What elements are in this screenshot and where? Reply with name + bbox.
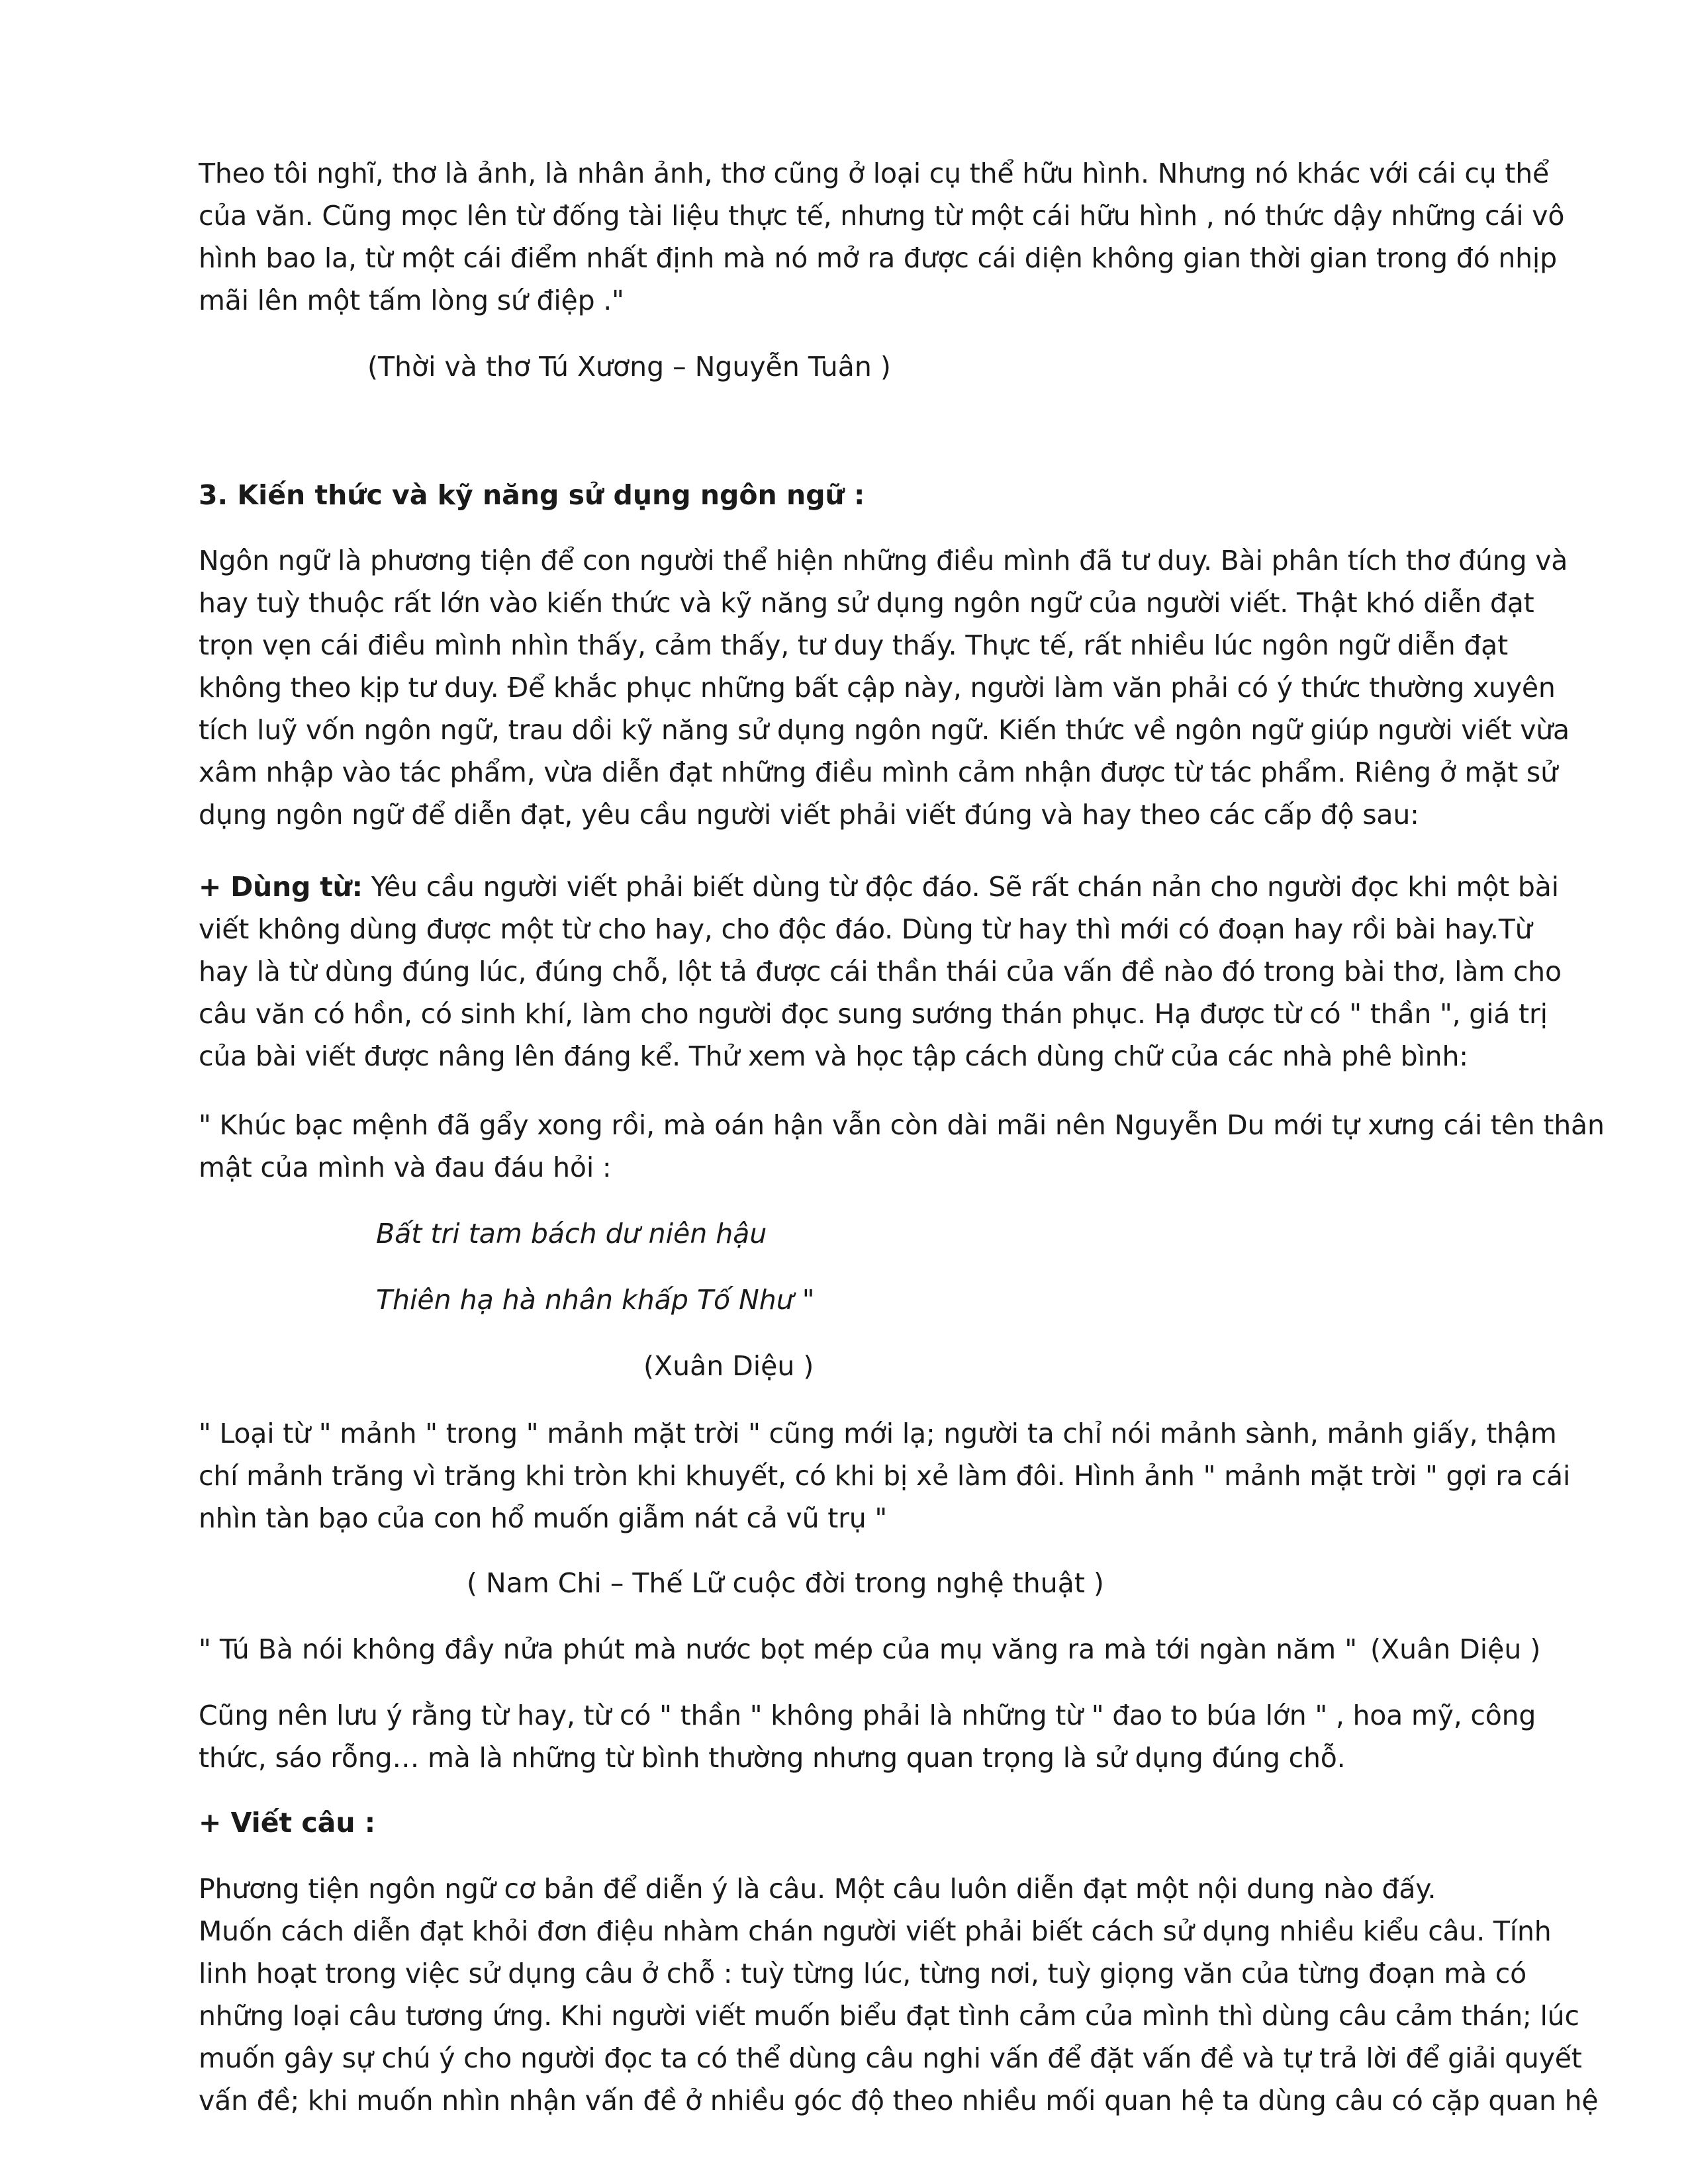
citation-nguyen-tuan: (Thời và thơ Tú Xương – Nguyễn Tuân ) [367,351,891,383]
word-use-line: của bài viết được nâng lên đáng kể. Thử xem và học tập cách dùng chữ của các nhà phê bình: [199,1040,1468,1072]
language-line: tích luỹ vốn ngôn ngữ, trau dồi kỹ năng sử dụng ngôn ngữ. Kiến thức về ngôn ngữ giúp người viết vừa [199,714,1570,746]
intro-line: hình bao la, từ một cái điểm nhất định mà nó mở ra được cái diện không gian thời gian trong đó nhịp [199,242,1557,274]
sentence-line: vấn đề; khi muốn nhìn nhận vấn đề ở nhiều góc độ theo nhiều mối quan hệ ta dùng câu có cặp quan hệ [199,2085,1599,2116]
quote-line: mật của mình và đau đáu hỏi : [199,1152,612,1183]
sentence-line: Phương tiện ngôn ngữ cơ bản để diễn ý là câu. Một câu luôn diễn đạt một nội dung nào đấy. [199,1873,1436,1905]
intro-line: mãi lên một tấm lòng sứ điệp ." [199,285,624,316]
language-line: trọn vẹn cái điều mình nhìn thấy, cảm thấy, tư duy thấy. Thực tế, rất nhiều lúc ngôn ngữ diễn đạt [199,629,1508,661]
word-use-line: câu văn có hồn, có sinh khí, làm cho người đọc sung sướng thán phục. Hạ được từ có " thần ", giá trị [199,998,1548,1030]
citation-xuan-dieu: (Xuân Diệu ) [643,1350,814,1382]
word-use-line: hay là từ dùng đúng lúc, đúng chỗ, lột tả được cái thần thái của vấn đề nào đó trong bài thơ, làm cho [199,956,1562,987]
intro-line: của văn. Cũng mọc lên từ đống tài liệu thực tế, nhưng từ một cái hữu hình , nó thức dậy những cái vô [199,200,1565,232]
language-line: dụng ngôn ngữ để diễn đạt, yêu cầu người viết phải viết đúng và hay theo các cấp độ sau: [199,799,1419,831]
quote-line: nhìn tàn bạo của con hổ muốn giẫm nát cả vũ trụ " [199,1502,888,1534]
note-line: thức, sáo rỗng… mà là những từ bình thường nhưng quan trọng là sử dụng đúng chỗ. [199,1742,1346,1774]
quote-line: " Loại từ " mảnh " trong " mảnh mặt trời " cũng mới lạ; người ta chỉ nói mảnh sành, mảnh giấy, thậm [199,1418,1557,1449]
language-line: hay tuỳ thuộc rất lớn vào kiến thức và kỹ năng sử dụng ngôn ngữ của người viết. Thật khó diễn đạt [199,587,1534,619]
note-paragraph [199,1694,1582,1779]
sentence-line: muốn gây sự chú ý cho người đọc ta có thể dùng câu nghi vấn để đặt vấn đề và tự trả lời để giải quyết [199,2042,1582,2074]
sentence-line: Muốn cách diễn đạt khỏi đơn điệu nhàm chán người viết phải biết cách sử dụng nhiều kiểu câu. Tính [199,1915,1552,1947]
quote-manh-mat-troi [199,1412,1582,1539]
sentence-line: linh hoạt trong việc sử dụng câu ở chỗ : tuỳ từng lúc, từng nơi, tuỳ giọng văn của từng đoạn mà có [199,1958,1526,1989]
word-use-label: + Dùng từ: [199,871,363,903]
language-line: không theo kịp tư duy. Để khắc phục những bất cập này, người làm văn phải có ý thức thường xuyên [199,672,1556,704]
note-line: Cũng nên lưu ý rằng từ hay, từ có " thần " không phải là những từ " đao to búa lớn " , hoa mỹ, công [199,1700,1536,1731]
verse-line: Bất tri tam bách dư niên hậu [376,1218,767,1250]
sentence-paragraph [199,1868,1599,2122]
quote-line: chí mảnh trăng vì trăng khi tròn khi khuyết, có khi bị xẻ làm đôi. Hình ảnh " mảnh mặt trời " gợi ra cái [199,1460,1571,1492]
word-use-paragraph [199,866,1582,1077]
quote-line: " Khúc bạc mệnh đã gẩy xong rồi, mà oán hận vẫn còn dài mãi nên Nguyễn Du mới tự xưng cái tên thân [199,1109,1605,1141]
intro-line: Theo tôi nghĩ, thơ là ảnh, là nhân ảnh, thơ cũng ở loại cụ thể hữu hình. Nhưng nó khác với cái cụ thể [199,158,1550,189]
language-line: Ngôn ngữ là phương tiện để con người thể hiện những điều mình đã tư duy. Bài phân tích thơ đúng và [199,545,1568,576]
language-paragraph [199,539,1582,836]
sentence-line: những loại câu tương ứng. Khi người viết muốn biểu đạt tình cảm của mình thì dùng câu cảm thán; lúc [199,2000,1579,2032]
quote-tu-ba: " Tú Bà nói không đầy nửa phút mà nước bọt mép của mụ văng ra mà tới ngàn năm " [199,1633,1358,1665]
language-line: xâm nhập vào tác phẩm, vừa diễn đạt những điều mình cảm nhận được từ tác phẩm. Riêng ở mặt sử [199,756,1558,788]
verse-line: Thiên hạ hà nhân khấp Tố Như " [376,1284,815,1316]
citation-xuan-dieu-2: (Xuân Diệu ) [1370,1633,1541,1665]
word-use-line: viết không dùng được một từ cho hay, cho độc đáo. Dùng từ hay thì mới có đoạn hay rồi bài hay.Từ [199,913,1532,945]
section-heading: 3. Kiến thức và kỹ năng sử dụng ngôn ngữ : [199,479,865,511]
intro-paragraph [199,152,1582,322]
word-use-first-line [199,866,1582,908]
citation-nam-chi: ( Nam Chi – Thế Lữ cuộc đời trong nghệ thuật ) [467,1567,1104,1599]
quote-nguyen-du [199,1104,1605,1189]
sentence-heading: + Viết câu : [199,1807,376,1839]
word-use-first-line-text: Yêu cầu người viết phải biết dùng từ độc đáo. Sẽ rất chán nản cho người đọc khi một bài [362,871,1559,903]
